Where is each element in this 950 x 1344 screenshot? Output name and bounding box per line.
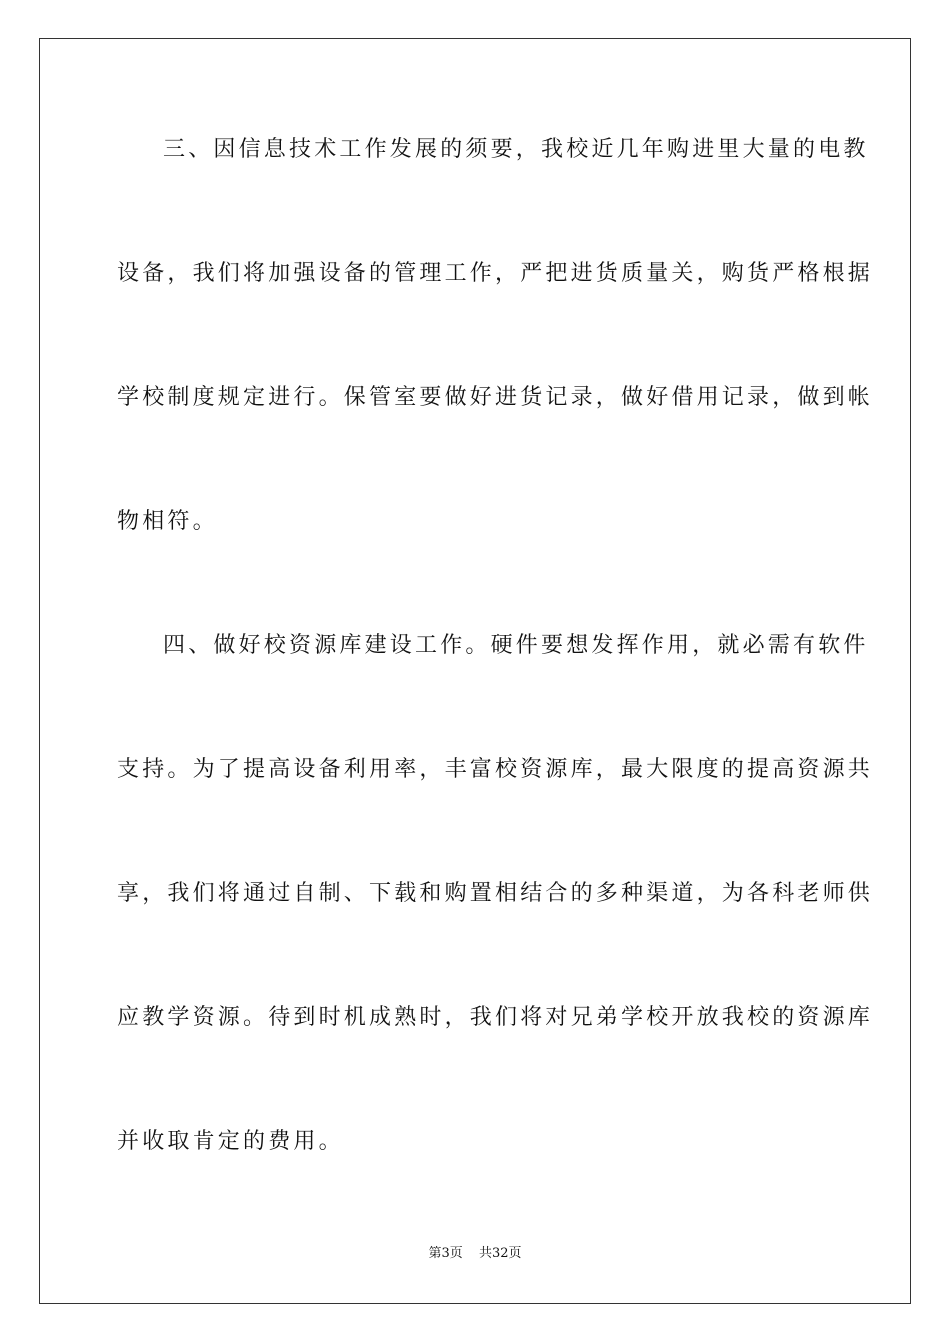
paragraph-line: 四、做好校资源库建设工作。硬件要想发挥作用，就必需有软件 (163, 633, 869, 658)
paragraph-line: 物相符。 (117, 509, 218, 534)
page-number: 第3页 (428, 1246, 463, 1261)
page-footer (0, 1245, 950, 1263)
paragraph-line: 支持。为了提高设备利用率，丰富校资源库，最大限度的提高资源共 (117, 757, 874, 782)
page-total: 共32页 (478, 1246, 522, 1261)
paragraph-line: 学校制度规定进行。保管室要做好进货记录，做好借用记录，做到帐 (117, 385, 874, 410)
paragraph-line: 并收取肯定的费用。 (117, 1129, 344, 1154)
page-frame (39, 38, 911, 1304)
paragraph-line: 享，我们将通过自制、下载和购置相结合的多种渠道，为各科老师供 (117, 881, 874, 906)
paragraph-line: 三、因信息技术工作发展的须要，我校近几年购进里大量的电教 (163, 137, 869, 162)
paragraph-line: 应教学资源。待到时机成熟时，我们将对兄弟学校开放我校的资源库 (117, 1005, 874, 1030)
paragraph-line: 设备，我们将加强设备的管理工作，严把进货质量关，购货严格根据 (117, 261, 874, 286)
